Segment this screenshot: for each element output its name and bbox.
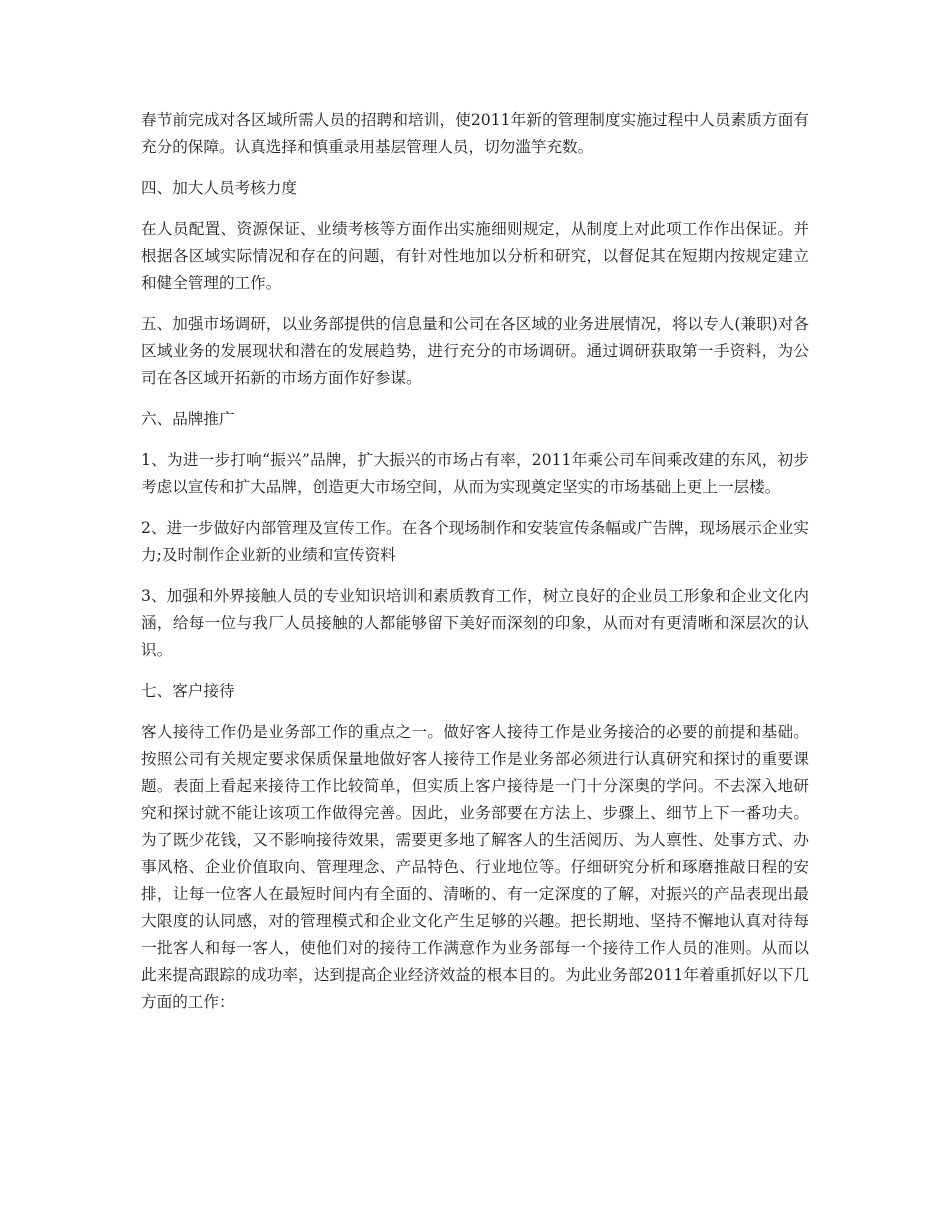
paragraph-brand-2: 2、进一步做好内部管理及宣传工作。在各个现场制作和安装宣传条幅或广告牌，现场展示企业实力;及时制作企业新的业绩和宣传资料 <box>141 519 809 564</box>
paragraph-reception: 客人接待工作仍是业务部工作的重点之一。做好客人接待工作是业务接洽的必要的前提和基础。按照公司有关规定要求保质保量地做好客人接待工作是业务部必须进行认真研究和探讨的重要课题。表面上看起来接待工作比较简单，但实质上客户接待是一门十分深奥的学问。不去深入地研究和探讨就不能让该项工作做得完善。因此，业务部要在方法上、步骤上、细节上下一番功夫。为了既少花钱，又不影响接待效果，需要更多地了解客人的生活阅历、为人禀性、处事方式、办事风格、企业价值取向、管理理念、产品特色、行业地位等。仔细研究分析和琢磨推敲日程的安排，让每一位客人在最短时间内有全面的、清晰的、有一定深度的了解，对振兴的产品表现出最大限度的认同感，对的管理模式和企业文化产生足够的兴趣。把长期地、坚持不懈地认真对待每一批客人和每一客人，使他们对的接待工作满意作为业务部每一个接待工作人员的准则。从而以此来提高跟踪的成功率，达到提高企业经济效益的根本目的。为此业务部2011年着重抓好以下几方面的工作： <box>141 723 809 1011</box>
paragraph-market-research: 五、加强市场调研，以业务部提供的信息量和公司在各区域的业务进展情况，将以专人(兼职)对各区域业务的发展现状和潜在的发展趋势，进行充分的市场调研。通过调研获取第一手资料，为公司在各区域开拓新的市场方面作好参谋。 <box>141 315 809 387</box>
paragraph-brand-1: 1、为进一步打响“振兴”品牌，扩大振兴的市场占有率，2011年乘公司车间乘改建的东风，初步考虑以宣传和扩大品牌，创造更大市场空间，从而为实现奠定坚实的市场基础上更上一层楼。 <box>141 451 809 496</box>
section-heading-4: 四、加大人员考核力度 <box>141 179 297 197</box>
paragraph-assessment: 在人员配置、资源保证、业绩考核等方面作出实施细则规定，从制度上对此项工作作出保证。并根据各区域实际情况和存在的问题，有针对性地加以分析和研究，以督促其在短期内按规定建立和健全管理的工作。 <box>141 220 809 292</box>
document-page <box>141 107 809 1030</box>
paragraph-brand-3: 3、加强和外界接触人员的专业知识培训和素质教育工作，树立良好的企业员工形象和企业文化内涵，给每一位与我厂人员接触的人都能够留下美好而深刻的印象，从而对有更清晰和深层次的认识。 <box>141 587 809 659</box>
section-heading-6: 六、品牌推广 <box>141 410 235 428</box>
paragraph-recruitment: 春节前完成对各区域所需人员的招聘和培训，使2011年新的管理制度实施过程中人员素质方面有充分的保障。认真选择和慎重录用基层管理人员，切勿滥竽充数。 <box>141 111 809 156</box>
section-heading-7: 七、客户接待 <box>141 682 235 700</box>
